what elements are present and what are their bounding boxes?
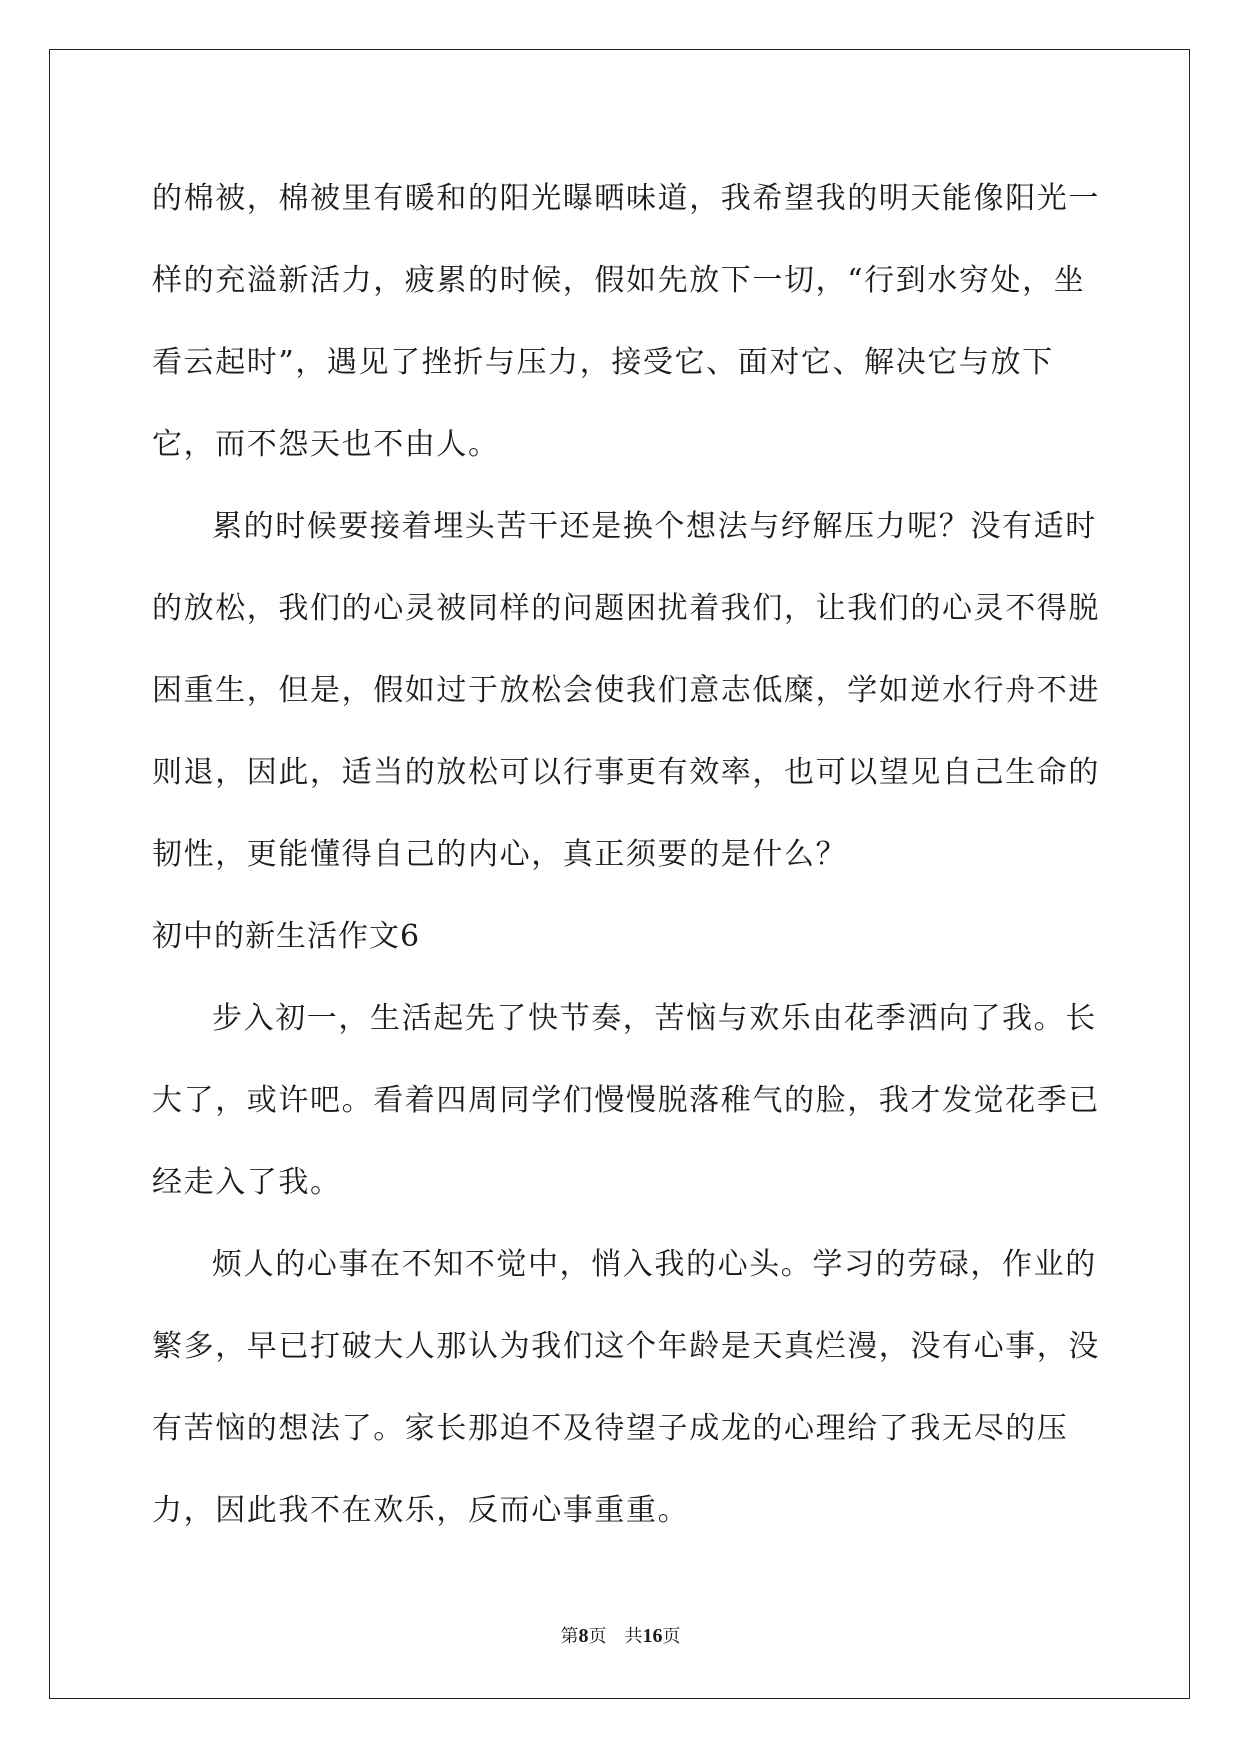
- document-body: [152, 158, 1112, 1552]
- paragraph: 累的时候要接着埋头苦干还是换个想法与纾解压力呢？没有适时的放松，我们的心灵被同样的问题困扰着我们，让我们的心灵不得脱困重生，但是，假如过于放松会使我们意志低糜，学如逆水行舟不进则退，因此，适当的放松可以行事更有效率，也可以望见自己生命的韧性，更能懂得自己的内心，真正须要的是什么？: [152, 509, 1100, 872]
- total-prefix: 共: [624, 1626, 643, 1647]
- section-heading: 初中的新生活作文6: [152, 919, 421, 954]
- total-pages: 16: [642, 1625, 663, 1647]
- page-prefix: 第: [560, 1626, 579, 1647]
- paragraph-continuation: 的棉被，棉被里有暖和的阳光曝晒味道，我希望我的明天能像阳光一样的充溢新活力，疲累的时候，假如先放下一切，“行到水穷处，坐看云起时”，遇见了挫折与压力，接受它、面对它、解决它与放下它，而不怨天也不由人。: [152, 181, 1100, 462]
- total-suffix: 页: [662, 1626, 681, 1647]
- page-footer: [0, 1622, 1241, 1648]
- page-number: 8: [578, 1625, 589, 1647]
- page-suffix: 页: [588, 1626, 607, 1647]
- paragraph: 步入初一，生活起先了快节奏，苦恼与欢乐由花季洒向了我。长大了，或许吧。看着四周同学们慢慢脱落稚气的脸，我才发觉花季已经走入了我。: [152, 1001, 1100, 1200]
- paragraph: 烦人的心事在不知不觉中，悄入我的心头。学习的劳碌，作业的繁多，早已打破大人那认为我们这个年龄是天真烂漫，没有心事，没有苦恼的想法了。家长那迫不及待望子成龙的心理给了我无尽的压力，因此我不在欢乐，反而心事重重。: [152, 1247, 1100, 1528]
